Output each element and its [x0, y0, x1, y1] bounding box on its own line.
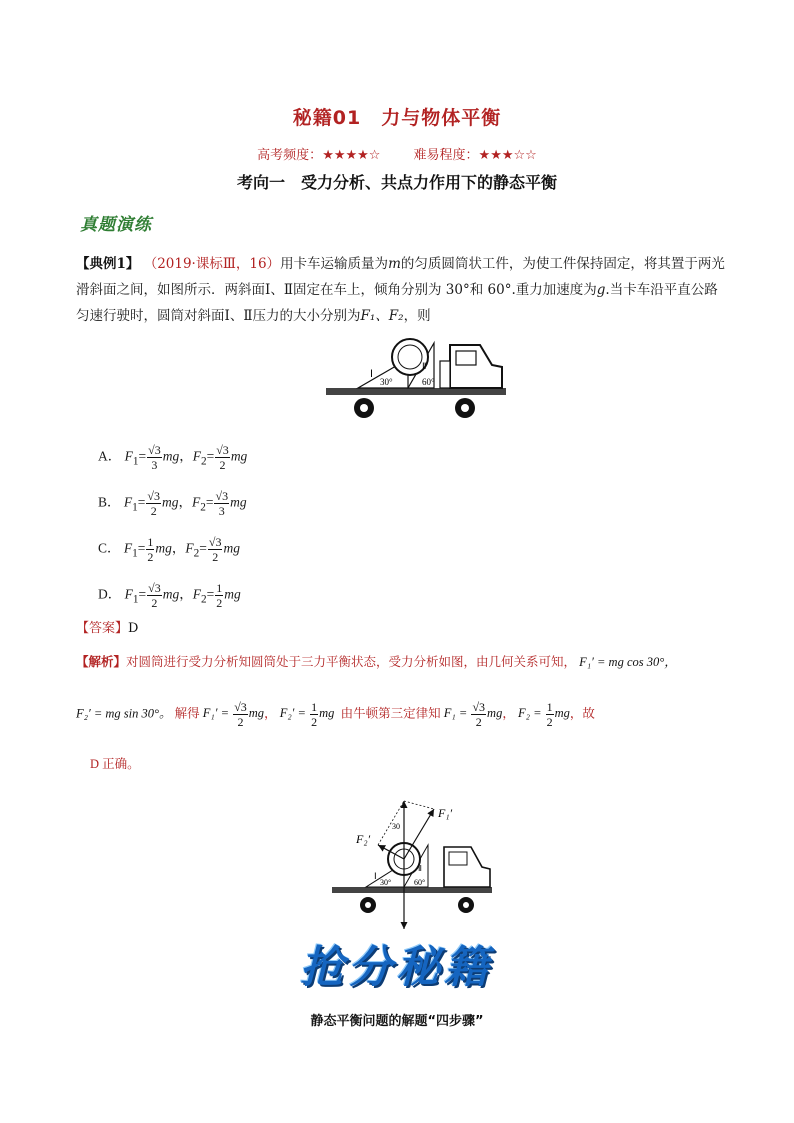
f2-label: F₂′ — [356, 832, 371, 846]
angle-60: 60° — [414, 878, 426, 887]
truck-bed — [326, 388, 506, 395]
page-title: 秘籍01 力与物体平衡 — [292, 107, 502, 129]
truck-bed — [332, 887, 492, 893]
f1-numerator: √3 — [148, 581, 161, 595]
f1-denominator: 2 — [147, 550, 154, 564]
section-caption: 静态平衡问题的解题“四步骤” — [310, 1014, 484, 1029]
rear-hub — [365, 902, 371, 908]
label-II: Ⅱ — [418, 864, 422, 873]
dashed-line — [378, 801, 404, 845]
problem-text: ，则 — [403, 308, 431, 324]
f1-denominator: 3 — [151, 458, 158, 472]
frequency-stars: ★★★★☆ — [322, 148, 381, 163]
label-I: Ⅰ — [370, 369, 373, 380]
analysis-text: ，故 — [569, 706, 595, 721]
f2-numerator: 1 — [216, 581, 223, 595]
option-a: A． $F_1=$ $\frac{√3}{3}$ mg，$F_2=$ $\frac{√3}{2}$ mg — [98, 443, 248, 472]
f2-denominator: 2 — [219, 458, 226, 472]
label-I: Ⅰ — [374, 871, 377, 881]
problem-text: .当卡车沿平直公路匀速行驶时，圆筒对斜面Ⅰ、Ⅱ压力的大小分别为 — [76, 282, 718, 324]
analysis-text: 解得 — [174, 706, 200, 721]
answer-line — [76, 617, 138, 636]
topic-subtitle: 考向一 受力分析、共点力作用下的静态平衡 — [236, 173, 557, 192]
truck-figure — [322, 333, 512, 423]
example-problem — [76, 251, 726, 329]
angle-60: 60° — [422, 377, 435, 387]
example-label: 【典例1】 — [76, 256, 140, 272]
f2-denominator: 2 — [212, 550, 219, 564]
analysis-text: 对圆筒进行受力分析知圆筒处于三力平衡状态，受力分析如图，由几何关系可知， — [126, 655, 577, 669]
f2-denominator: 2 — [216, 596, 223, 610]
answer-label: 【答案】 — [76, 621, 129, 636]
answer-value: D — [128, 621, 139, 636]
option-letter: C． — [98, 540, 121, 556]
f1-numerator: √3 — [147, 489, 160, 503]
f1-label: F₁′ — [438, 806, 453, 820]
gravity-symbol: g — [596, 282, 606, 298]
analysis-line-3: D 正确。 — [90, 757, 140, 771]
frequency-label: 高考频度： — [257, 148, 323, 163]
example-source: （2019·课标Ⅲ，16） — [143, 256, 281, 272]
difficulty-label: 难易程度： — [413, 148, 479, 163]
option-d: D． $F_1=$ $\frac{√3}{2}$ mg，$F_2=$ $\frac{1}{2}$ mg — [98, 581, 241, 610]
cab-back — [440, 361, 450, 388]
f2-numerator: √3 — [215, 489, 229, 503]
rating-line — [0, 144, 794, 163]
f2-denominator: 3 — [218, 504, 225, 518]
section-heading: 真题演练 — [80, 215, 152, 235]
equation-f1: F₁′ = mg cos 30°， — [579, 655, 677, 669]
cab-window — [449, 852, 467, 865]
problem-text: 用卡车运输质量为 — [280, 256, 389, 272]
mass-symbol: m — [388, 256, 401, 272]
f1-denominator: 2 — [151, 596, 158, 610]
analysis-label: 【解析】 — [76, 655, 127, 669]
option-letter: D． — [98, 586, 122, 602]
f2-numerator: √3 — [216, 443, 229, 457]
option-c: C． $F_1=$ $\frac{1}{2}$ mg，$F_2=$ $\frac{√3}{2}$ mg — [98, 535, 240, 564]
banner-text: 抢分秘籍 — [300, 942, 492, 993]
option-letter: B． — [98, 494, 121, 510]
front-hub — [461, 404, 469, 412]
f1-denominator: 2 — [150, 504, 157, 518]
score-tips-banner — [286, 940, 506, 996]
f2-numerator: √3 — [208, 535, 222, 549]
option-letter: A． — [98, 448, 122, 464]
dashed-line — [404, 801, 434, 809]
analysis-line-2: F₂′ = mg sin 30°。 解得 F₁′ = $\frac{√3}{2}$ mg， F₂′ = $\frac{1}{2}$ mg 由牛顿第三定律知 F₁ = $\frac{√3}{2}$ mg， F₂ = $\frac{1}{2}$ mg，故 — [76, 700, 595, 729]
equation-f2: F₂′ = mg sin 30°。 — [76, 706, 172, 721]
cab-window — [456, 351, 476, 365]
difficulty-stars: ★★★☆☆ — [478, 148, 537, 163]
option-b: B． $F_1=$ $\frac{√3}{2}$ mg，$F_2=$ $\frac{√3}{3}$ mg — [98, 489, 247, 518]
problem-text: 的匀质圆筒状工件，为使工件保持固定，将其置于两光滑斜面之间，如图所示．两斜面Ⅰ、Ⅱ固定在车上，倾角分别为 30°和 60°.重力加速度为 — [76, 256, 725, 298]
force-diagram — [326, 795, 496, 935]
analysis-line-1 — [76, 652, 726, 670]
f1-numerator: √3 — [148, 443, 161, 457]
angle-30: 30° — [380, 878, 392, 887]
f1-numerator: 1 — [147, 535, 154, 549]
force-symbols: F₁、F₂ — [360, 308, 404, 324]
front-hub — [463, 902, 469, 908]
rear-hub — [360, 404, 368, 412]
label-II: Ⅱ — [422, 361, 427, 371]
angle-30: 30° — [380, 377, 393, 387]
analysis-text: 由牛顿第三定律知 — [340, 706, 441, 721]
angle-30-top: 30 — [392, 822, 400, 831]
